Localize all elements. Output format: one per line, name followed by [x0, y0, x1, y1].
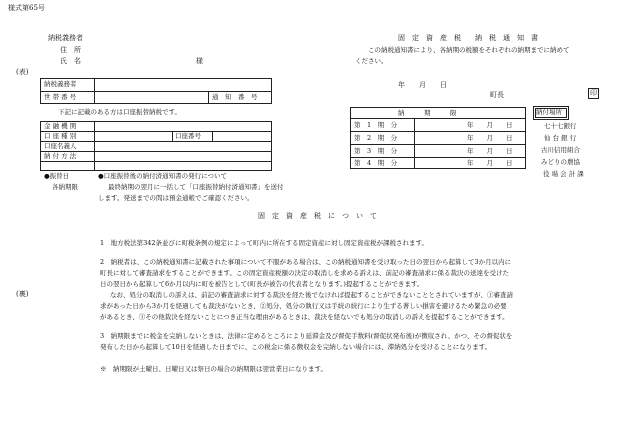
- address-label: 住 所: [60, 46, 81, 54]
- period-1-date: 年 月 日: [467, 121, 513, 129]
- period-4-date: 年 月 日: [467, 159, 513, 167]
- payment-place-1: 七十七銀行: [544, 122, 577, 130]
- back-paragraph-2-line5: 求があった日から3か月を経過しても裁決がないとき、②処分、処分の執行又は手続の続行により生ずる著しい損害を避けるため緊急の必要: [100, 302, 507, 310]
- name-label: 氏 名: [60, 57, 81, 65]
- account-holder-label: 口座名義人: [44, 142, 77, 150]
- back-paragraph-2-line4: なお、処分の取消しの訴えは、前記の審査請求に対する裁決を経た後でなければ提起することができないこととされていますが、①審査請: [110, 291, 513, 299]
- period-2-date: 年 月 日: [467, 134, 513, 142]
- back-paragraph-2-line2: 町長に対して審査請求をすることができます。この固定資産税額の決定の取消しを求める訴えは、前記の審査請求に係る裁決の送達を受けた: [100, 269, 509, 277]
- seal-mark: 印: [590, 89, 597, 97]
- account-note: 下記に記載のある方は口座振替納税です。: [58, 108, 181, 116]
- notice-number-label: 通 知 番 号: [212, 93, 258, 101]
- payment-place-5: 役 場 会 計 課: [543, 170, 584, 178]
- payment-place-2: 仙 台 銀 行: [544, 134, 577, 142]
- back-mark: (裏): [16, 290, 29, 298]
- transfer-note-line2: 最終納期の翌月に一括して「口座振替納付済通知書」を送付: [108, 183, 284, 191]
- period-2-label: 第 2 期 分: [354, 134, 398, 142]
- transfer-note-line3: します。発送までの間は預金通帳でご確認ください。: [98, 194, 254, 202]
- back-paragraph-2-line6: があるとき、③その他裁決を経ないことにつき正当な理由があるときは、裁決を経ないでも処分の取消しの訴えを提起することができます。: [100, 313, 509, 321]
- back-paragraph-2-line1: 2 納税者は、この納税通知書に記載された事項について不服がある場合は、この納税通知書を受け取った日の翌日から起算して3か月以内に: [100, 258, 512, 266]
- front-mark: (表): [16, 68, 29, 76]
- payment-place-4: みどりの農協: [541, 158, 580, 166]
- back-note: ※ 納期限が土曜日、日曜日又は祭日の場合の納期限は翌営業日になります。: [100, 365, 327, 373]
- form-number: 様式第65号: [8, 4, 45, 12]
- notice-intro-line2: ください。: [355, 57, 388, 65]
- payment-place-3: 古川信用組合: [541, 146, 580, 154]
- period-1-label: 第 1 期 分: [354, 121, 398, 129]
- period-3-date: 年 月 日: [467, 147, 513, 155]
- period-4-label: 第 4 期 分: [354, 159, 398, 167]
- account-type-label: 口 座 種 別: [44, 132, 77, 140]
- issuer-name: 町長: [490, 91, 504, 99]
- notice-intro-line1: この納税通知書により、各納期の税額をそれぞれの納期までに納めて: [368, 46, 570, 54]
- back-paragraph-2-line3: 日の翌日から起算して6か月以内に町を被告として(町長が被告の代表者となります。)提起することができます。: [100, 280, 424, 288]
- issue-date: 年 月 日: [398, 81, 447, 89]
- transfer-date-label: ●振替日: [44, 172, 70, 180]
- transfer-note-line1: ●口座振替後の納付済通知書の発行について: [98, 172, 228, 180]
- periods-header: 納 期 限: [398, 109, 457, 117]
- bank-label: 金 融 機 関: [44, 122, 77, 130]
- due-date-label: 各納期限: [52, 183, 78, 191]
- honorific: 様: [196, 57, 203, 65]
- period-3-label: 第 3 期 分: [354, 147, 398, 155]
- back-paragraph-1: 1 地方税法第342条並びに町税条例の規定によって町内に所在する固定資産に対し固定資産税が課税されます。: [100, 239, 429, 247]
- payment-place-label: 納付場所: [536, 108, 562, 116]
- account-number-label: 口座番号: [175, 132, 201, 140]
- taxpayer-heading: 納税義務者: [48, 34, 83, 42]
- payment-method-label: 納 付 方 法: [44, 152, 77, 160]
- back-paragraph-3-line2: 発布した日から起算して10日を経過した日までに、この税金に係る徴収金を完納しない場合には、滞納処分を受けることになります。: [100, 343, 492, 351]
- notice-title: 固 定 資 産 税 納 税 通 知 書: [398, 34, 538, 42]
- taxpayer-row-label: 納税義務者: [44, 80, 77, 88]
- back-paragraph-3-line1: 3 納期限までに税金を完納しないときは、法律に定めるところにより延滞金及び督促手数料(督促状発布後)が徴収され、かつ、その督促状を: [100, 332, 513, 340]
- back-title: 固 定 資 産 税 に つ い て: [258, 212, 377, 220]
- household-number-label: 世 帯 番 号: [44, 93, 77, 101]
